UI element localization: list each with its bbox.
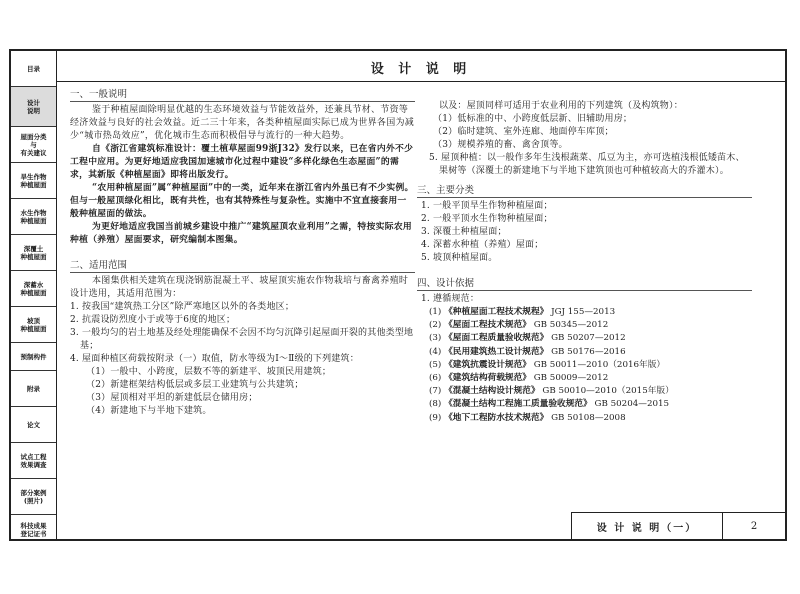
sidebar-item[interactable] [11,87,56,127]
page-title: 设 计 说 明 [370,61,472,77]
section-heading: 二、适用范围 [70,259,415,273]
sub-item: （2）临时建筑、室外连廊、地面停车库顶； [433,127,614,137]
reference-code: GB 50009—2012 [533,373,609,384]
reference-name: 《种植屋面工程技术规程》 [444,307,549,317]
list-item: 1. 按我国“建筑热工分区”除严寒地区以外的各类地区； [70,302,295,312]
paragraph: 以及：屋顶同样可适用于农业利用的下列建筑（及构筑物）： [439,101,683,111]
reference-name: 《民用建筑热工设计规范》 [444,346,549,357]
sidebar-item[interactable] [11,479,56,515]
paragraph: 鉴于种植屋面除明显优越的生态环境效益与节能效益外，还兼具节材、节资等经济效益与良好的社会效益。近二三十年来，各类种植屋面实际已成为世界各国为减少“城市热岛效应”，优化城市生态而积极倡导与流行的一种大趋势。 [70,105,415,141]
sidebar-item[interactable] [11,235,56,271]
sub-item: （1）一般中、小跨度，层数不等的新建平、坡顶民用建筑； [86,367,332,377]
reference-item [417,359,752,372]
section-heading: 四、设计依据 [417,277,752,291]
reference-name: 《屋面工程质量验收规范》 [444,333,549,344]
reference-code: GB 50010—2010（2015年版） [542,386,674,397]
sidebar [11,51,57,539]
section-heading: 三、主要分类 [417,184,752,198]
reference-item [417,412,752,425]
reference-number: (1) [429,307,442,317]
reference-code: GB 50011—2010（2016年版） [533,359,666,370]
reference-item [417,306,752,319]
reference-number: (9) [429,412,442,423]
sidebar-item-label: 预制构件 [20,352,47,361]
paragraph: 为更好地适应我国当前城乡建设中推广“建筑屋顶农业利用”之需，特按实际农用种植（养殖）屋面要求，研究编制本图集。 [70,222,413,245]
reference-item [417,385,752,398]
sidebar-item-label: 深蓄水 种植屋面 [20,280,47,297]
reference-code: GB 50207—2012 [551,333,626,344]
sidebar-item-label: 旱生作物 种植屋面 [20,172,47,189]
reference-code: GB 50176—2016 [551,346,626,357]
sidebar-item-label: 部分案例 (照片) [20,488,47,505]
list-item: 5. 坡顶种植屋面。 [421,253,498,263]
reference-item [417,398,752,411]
reference-number: (3) [429,333,442,344]
sidebar-item[interactable] [11,443,56,479]
reference-code: JGJ 155—2013 [551,307,616,317]
sidebar-item-label: 水生作物 种植屋面 [20,208,47,225]
reference-item [417,332,752,345]
list-item: 4. 深蓄水种植（养殖）屋面； [421,240,544,250]
title-bar [57,53,785,82]
sub-item: （3）规模养殖的畜、禽舍顶等。 [433,140,568,150]
reference-name: 《建筑结构荷载规范》 [444,373,531,384]
list-item: 3. 深覆土种植屋面； [421,227,507,237]
reference-list [417,306,752,425]
title-block [571,512,785,540]
sidebar-item-label: 目录 [27,64,40,73]
reference-code: GB 50345—2012 [533,320,609,331]
list-item: 4. 屋面种植区荷载按附录（一）取值，防水等级为Ⅰ～Ⅱ级的下列建筑： [70,354,359,364]
sidebar-item[interactable] [11,127,56,163]
sidebar-item-label: 试点工程 效果调查 [20,452,47,469]
sub-item: （4）新建地下与半地下建筑。 [86,406,212,416]
reference-number: (8) [429,399,442,410]
reference-item [417,372,752,385]
reference-name: 《地下工程防水技术规范》 [444,412,549,423]
sidebar-item[interactable] [11,371,56,407]
reference-number: (7) [429,386,442,397]
list-item: 5. 屋顶种植：以一般作多年生浅根蔬菜、瓜豆为主，亦可选植浅根低矮苗木、果树等（深覆土的新建地下与半地下建筑顶也可种植较高大的乔灌木）。 [429,153,745,176]
sidebar-item-label: 屋面分类 与 有关建议 [20,132,47,157]
reference-name: 《建筑抗震设计规范》 [444,359,531,370]
list-item: 1. 一般平顶旱生作物种植屋面； [421,201,553,211]
list-item: 2. 一般平顶水生作物种植屋面； [421,214,553,224]
sub-item: （1）低标准的中、小跨度低层新、旧辅助用房； [433,114,633,124]
sidebar-item[interactable] [11,199,56,235]
right-column [417,100,752,425]
list-item: 3. 一般均匀的岩土地基及经处理能确保不会因不均匀沉降引起屋面开裂的其他类型地基； [70,328,414,351]
sub-item: （3）屋顶相对平坦的新建低层仓储用房； [86,393,258,403]
reference-name: 《混凝土结构设计规范》 [444,386,540,397]
reference-number: (6) [429,373,442,384]
paragraph: 自《浙江省建筑标准设计：覆土植草屋面99浙J32》发行以来，已在省内外不少工程中应用。为更好地适应我国加速城市化过程中建设“多样化绿色生态屋面”的需求，其新版《种植屋面》即将出版发行。 [70,144,414,180]
sidebar-item-label: 深覆土 种植屋面 [20,244,47,261]
sidebar-item[interactable] [11,515,56,545]
reference-code: GB 50204—2015 [594,399,670,410]
sidebar-item-label: 论文 [27,420,40,429]
reference-name: 《屋面工程技术规范》 [444,320,531,331]
sidebar-item[interactable] [11,407,56,443]
reference-item [417,319,752,332]
sidebar-item-label: 科技成果 登记证书 [20,522,47,538]
title-block-name: 设 计 说 明（一） [572,513,723,539]
reference-number: (5) [429,359,442,370]
sidebar-item[interactable] [11,343,56,371]
sidebar-item[interactable] [11,271,56,307]
list-item: 2. 抗震设防烈度小于或等于6度的地区； [70,315,236,325]
sidebar-item-label: 设计 说明 [27,98,40,115]
reference-number: (4) [429,346,442,357]
paragraph: “农用种植屋面”属“种植屋面”中的一类，近年来在浙江省内外虽已有不少实例。但与一般屋顶绿化相比，既有共性，也有其特殊性与复杂性。实施中不宜直接套用一般种植屋面的做法。 [70,183,414,219]
reference-item [417,346,752,359]
reference-number: (2) [429,320,442,331]
reference-code: GB 50108—2008 [551,412,626,423]
left-column [70,88,415,418]
sidebar-item[interactable] [11,163,56,199]
sidebar-item-label: 附录 [27,384,40,393]
section-heading: 一、一般说明 [70,88,415,102]
sidebar-item[interactable] [11,307,56,343]
sidebar-item-label: 坡顶 种植屋面 [20,316,47,333]
page-number: 2 [750,520,758,532]
paragraph: 本图集供相关建筑在现浇钢筋混凝土平、坡屋顶实施农作物栽培与畜禽养殖时设计选用，其适用范围为： [70,276,409,299]
list-item: 1. 遵循规范： [421,294,480,304]
sub-item: （2）新建框架结构低层或多层工业建筑与公共建筑； [86,380,304,390]
reference-name: 《混凝土结构工程施工质量验收规范》 [444,399,592,410]
sidebar-item[interactable] [11,51,56,87]
